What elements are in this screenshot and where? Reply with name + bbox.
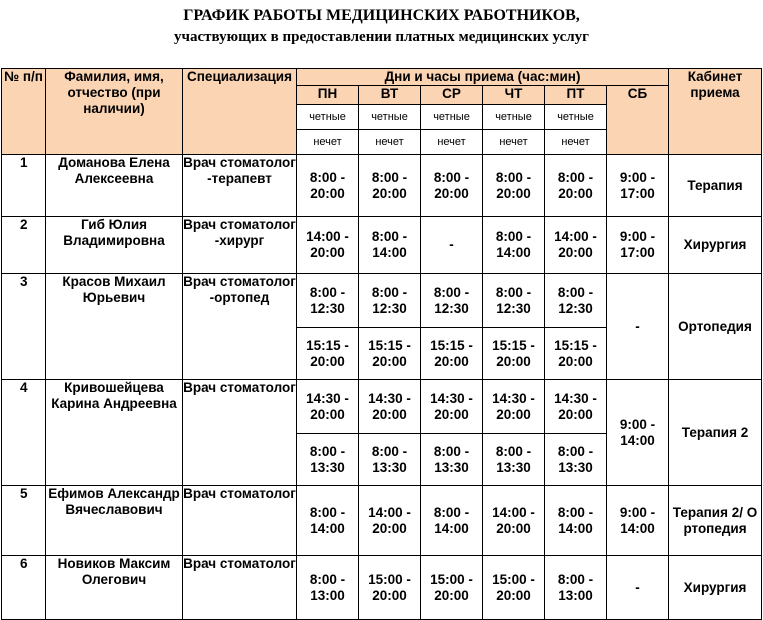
row-spec: Врач стоматолог-ортопед: [183, 274, 297, 380]
row-time-fri: 8:00 - 13:30: [545, 434, 607, 486]
row-name: Кривошейцева Карина Андреевна: [46, 380, 183, 486]
row-num: 6: [2, 556, 46, 620]
parity-even: четные: [359, 105, 421, 130]
row-time-thu: 15:00 - 20:00: [483, 556, 545, 620]
row-time-wed: 8:00 - 14:00: [421, 486, 483, 556]
row-spec: Врач стоматолог: [183, 486, 297, 556]
table-row: [2, 486, 762, 556]
row-time-tue: 8:00 - 14:00: [359, 217, 421, 274]
header-day-thu: ЧТ: [483, 86, 545, 105]
row-time-mon: 8:00 - 12:30: [297, 274, 359, 328]
header-days-hours: Дни и часы приема (час:мин): [297, 69, 669, 86]
row-time-sat: 9:00 - 14:00: [607, 486, 669, 556]
row-time-tue: 15:15 - 20:00: [359, 328, 421, 380]
row-time-tue: 14:30 - 20:00: [359, 380, 421, 434]
row-time-fri: 14:30 - 20:00: [545, 380, 607, 434]
row-time-fri: 14:00 - 20:00: [545, 217, 607, 274]
parity-odd: нечет: [359, 130, 421, 155]
parity-even: четные: [545, 105, 607, 130]
row-time-thu: 8:00 - 14:00: [483, 217, 545, 274]
row-time-wed: -: [421, 217, 483, 274]
parity-odd: нечет: [545, 130, 607, 155]
row-time-tue: 8:00 - 20:00: [359, 155, 421, 217]
parity-odd: нечет: [297, 130, 359, 155]
header-row: [2, 69, 762, 86]
row-time-mon: 8:00 - 13:00: [297, 556, 359, 620]
row-name: Гиб Юлия Владимировна: [46, 217, 183, 274]
row-num: 4: [2, 380, 46, 486]
row-spec: Врач стоматолог: [183, 380, 297, 486]
parity-even: четные: [421, 105, 483, 130]
row-time-thu: 14:00 - 20:00: [483, 486, 545, 556]
row-time-thu: 15:15 - 20:00: [483, 328, 545, 380]
row-time-thu: 8:00 - 12:30: [483, 274, 545, 328]
row-time-sat: 9:00 - 14:00: [607, 380, 669, 486]
header-day-fri: ПТ: [545, 86, 607, 105]
header-day-mon: ПН: [297, 86, 359, 105]
row-time-fri: 8:00 - 20:00: [545, 155, 607, 217]
row-time-mon: 14:30 - 20:00: [297, 380, 359, 434]
row-spec: Врач стоматолог: [183, 556, 297, 620]
row-name: Красов Михаил Юрьевич: [46, 274, 183, 380]
row-time-tue: 14:00 - 20:00: [359, 486, 421, 556]
header-day-tue: ВТ: [359, 86, 421, 105]
row-cabinet: Терапия 2/ Ортопедия: [669, 486, 762, 556]
document-subtitle: участвующих в предоставлении платных медицинских услуг: [174, 29, 589, 45]
row-cabinet: Терапия 2: [669, 380, 762, 486]
row-time-fri: 8:00 - 13:00: [545, 556, 607, 620]
row-time-mon: 8:00 - 20:00: [297, 155, 359, 217]
row-name: Новиков Максим Олегович: [46, 556, 183, 620]
parity-even: четные: [483, 105, 545, 130]
row-time-thu: 14:30 - 20:00: [483, 380, 545, 434]
row-cabinet: Хирургия: [669, 556, 762, 620]
row-cabinet: Ортопедия: [669, 274, 762, 380]
header-num: № п/п: [2, 69, 46, 155]
row-num: 2: [2, 217, 46, 274]
row-name: Доманова Елена Алексеевна: [46, 155, 183, 217]
row-time-fri: 15:15 - 20:00: [545, 328, 607, 380]
row-time-sat: -: [607, 556, 669, 620]
row-num: 5: [2, 486, 46, 556]
document-title: ГРАФИК РАБОТЫ МЕДИЦИНСКИХ РАБОТНИКОВ,: [183, 7, 580, 24]
row-time-mon: 14:00 - 20:00: [297, 217, 359, 274]
header-day-sat: СБ: [607, 86, 669, 155]
parity-odd: нечет: [421, 130, 483, 155]
row-time-thu: 8:00 - 20:00: [483, 155, 545, 217]
parity-odd: нечет: [483, 130, 545, 155]
schedule-table: [1, 68, 762, 620]
table-row: [2, 556, 762, 620]
row-num: 1: [2, 155, 46, 217]
row-cabinet: Хирургия: [669, 217, 762, 274]
row-time-tue: 15:00 - 20:00: [359, 556, 421, 620]
table-row: [2, 380, 762, 434]
header-cabinet: Кабинет приема: [669, 69, 762, 155]
row-time-wed: 14:30 - 20:00: [421, 380, 483, 434]
row-time-sat: 9:00 - 17:00: [607, 217, 669, 274]
row-time-wed: 8:00 - 12:30: [421, 274, 483, 328]
header-day-wed: СР: [421, 86, 483, 105]
row-time-fri: 8:00 - 12:30: [545, 274, 607, 328]
row-cabinet: Терапия: [669, 155, 762, 217]
row-spec: Врач стоматолог-терапевт: [183, 155, 297, 217]
row-time-fri: 8:00 - 14:00: [545, 486, 607, 556]
row-time-tue: 8:00 - 12:30: [359, 274, 421, 328]
header-name: Фамилия, имя, отчество (при наличии): [46, 69, 183, 155]
table-row: [2, 217, 762, 274]
row-time-tue: 8:00 - 13:30: [359, 434, 421, 486]
row-time-sat: 9:00 - 17:00: [607, 155, 669, 217]
row-time-mon: 8:00 - 14:00: [297, 486, 359, 556]
row-name: Ефимов Александр Вячеславович: [46, 486, 183, 556]
row-time-mon: 8:00 - 13:30: [297, 434, 359, 486]
row-time-wed: 15:00 - 20:00: [421, 556, 483, 620]
row-spec: Врач стоматолог-хирург: [183, 217, 297, 274]
row-time-wed: 8:00 - 20:00: [421, 155, 483, 217]
row-time-mon: 15:15 - 20:00: [297, 328, 359, 380]
row-time-wed: 15:15 - 20:00: [421, 328, 483, 380]
row-time-thu: 8:00 - 13:30: [483, 434, 545, 486]
parity-even: четные: [297, 105, 359, 130]
table-row: [2, 155, 762, 217]
table-row: [2, 274, 762, 328]
header-spec: Специализация: [183, 69, 297, 155]
row-time-wed: 8:00 - 13:30: [421, 434, 483, 486]
row-time-sat: -: [607, 274, 669, 380]
row-num: 3: [2, 274, 46, 380]
